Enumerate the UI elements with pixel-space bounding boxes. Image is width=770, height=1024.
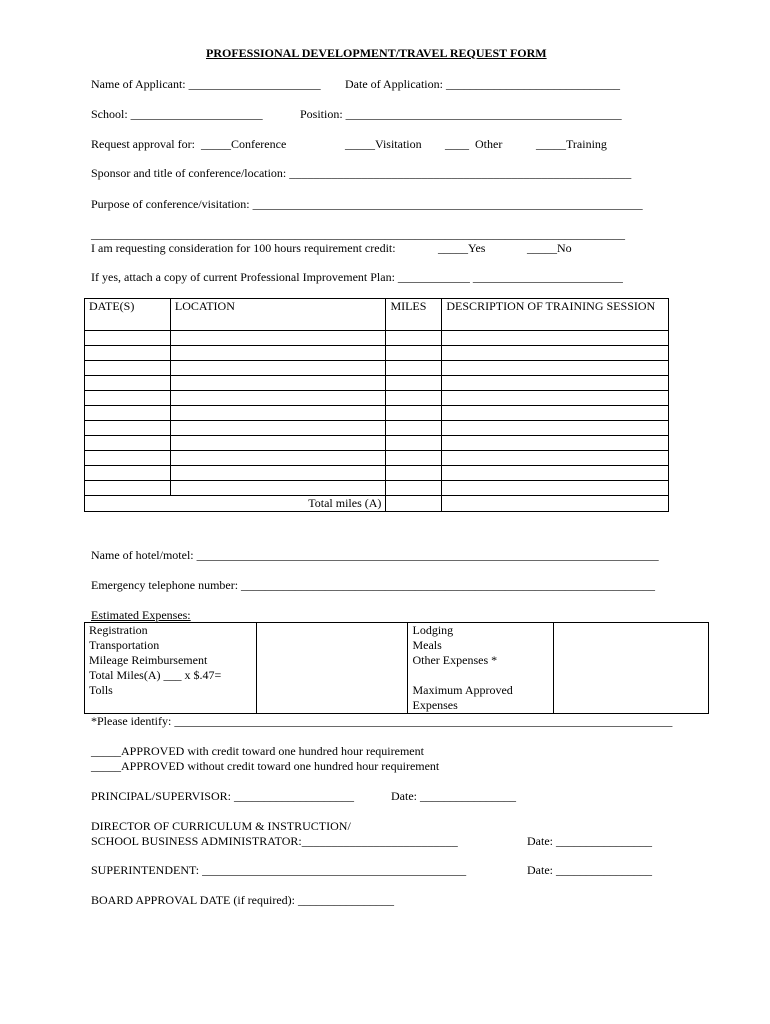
form-title: PROFESSIONAL DEVELOPMENT/TRAVEL REQUEST FORM: [206, 46, 547, 60]
director-signature-line[interactable]: SCHOOL BUSINESS ADMINISTRATOR:__________________________: [91, 834, 458, 848]
expense-registration: Registration: [89, 623, 148, 637]
table-row: [85, 406, 669, 421]
director-date-line[interactable]: Date: ________________: [527, 834, 652, 848]
purpose-line[interactable]: Purpose of conference/visitation: _________________________________________________________________: [91, 197, 643, 211]
expense-meals: Meals: [412, 638, 442, 652]
expense-total-miles: Total Miles(A) ___ x $.47=: [89, 668, 222, 682]
table-row: [85, 481, 669, 496]
total-miles-cell[interactable]: [386, 496, 442, 512]
expense-lodging: Lodging: [412, 623, 454, 637]
table-row: [85, 421, 669, 436]
expense-tolls: Tolls: [89, 683, 113, 697]
hotel-line[interactable]: Name of hotel/motel: _____________________________________________________________________________: [91, 548, 659, 562]
expense-max-approved: Maximum Approved Expenses: [412, 683, 513, 712]
table-row: [85, 361, 669, 376]
estimated-expenses-heading: Estimated Expenses:: [91, 608, 191, 622]
superintendent-signature-line[interactable]: SUPERINTENDENT: ____________________________________________: [91, 863, 467, 877]
table-row: [85, 436, 669, 451]
principal-signature-line[interactable]: PRINCIPAL/SUPERVISOR: ____________________: [91, 789, 354, 803]
request-other-option[interactable]: ____ Other: [445, 137, 503, 151]
table-row: [85, 451, 669, 466]
expenses-right-amounts[interactable]: [554, 623, 709, 714]
table-row: [85, 466, 669, 481]
applicant-name-line[interactable]: Name of Applicant: ______________________: [91, 77, 321, 91]
training-table: [84, 298, 669, 512]
credit-yes-option[interactable]: _____Yes: [438, 241, 486, 255]
purpose-continuation-line[interactable]: _________________________________________________________________________________________: [91, 227, 625, 241]
credit-no-option[interactable]: _____No: [527, 241, 572, 255]
header-dates: DATE(S): [85, 299, 171, 331]
approved-with-credit[interactable]: _____APPROVED with credit toward one hundred hour requirement: [91, 744, 424, 758]
header-location: LOCATION: [170, 299, 386, 331]
total-miles-label: Total miles (A): [85, 496, 386, 512]
expenses-left-amounts[interactable]: [256, 623, 408, 714]
credit-request-label: I am requesting consideration for 100 hours requirement credit:: [91, 241, 396, 255]
table-row: [85, 331, 669, 346]
header-miles: MILES: [386, 299, 442, 331]
request-training-option[interactable]: _____Training: [536, 137, 607, 151]
expense-transportation: Transportation: [89, 638, 160, 652]
school-line[interactable]: School: ______________________: [91, 107, 263, 121]
date-of-application-line[interactable]: Date of Application: _____________________________: [345, 77, 620, 91]
table-row: [85, 391, 669, 406]
approved-without-credit[interactable]: _____APPROVED without credit toward one hundred hour requirement: [91, 759, 440, 773]
emergency-phone-line[interactable]: Emergency telephone number: _____________________________________________________________________: [91, 578, 656, 592]
request-conference-option[interactable]: Request approval for: _____Conference: [91, 137, 287, 151]
table-row: [85, 376, 669, 391]
expense-other: Other Expenses *: [412, 653, 498, 667]
principal-date-line[interactable]: Date: ________________: [391, 789, 516, 803]
board-approval-line[interactable]: BOARD APPROVAL DATE (if required): ________________: [91, 893, 394, 907]
expenses-right-labels: [408, 623, 554, 714]
expense-mileage: Mileage Reimbursement: [89, 653, 208, 667]
request-visitation-option[interactable]: _____Visitation: [345, 137, 422, 151]
header-description: DESCRIPTION OF TRAINING SESSION: [442, 299, 669, 331]
total-row: [85, 496, 669, 512]
expenses-left-labels: [85, 623, 257, 714]
sponsor-line[interactable]: Sponsor and title of conference/location: _________________________________________________________: [91, 166, 632, 180]
expenses-table: [84, 622, 709, 714]
improvement-plan-line[interactable]: If yes, attach a copy of current Professional Improvement Plan: ____________ _________________________: [91, 270, 623, 284]
table-row: [85, 346, 669, 361]
director-title-line1: DIRECTOR OF CURRICULUM & INSTRUCTION/: [91, 819, 351, 833]
please-identify-line[interactable]: *Please identify: ___________________________________________________________________________________: [91, 714, 673, 728]
superintendent-date-line[interactable]: Date: ________________: [527, 863, 652, 877]
position-line[interactable]: Position: ______________________________________________: [300, 107, 622, 121]
